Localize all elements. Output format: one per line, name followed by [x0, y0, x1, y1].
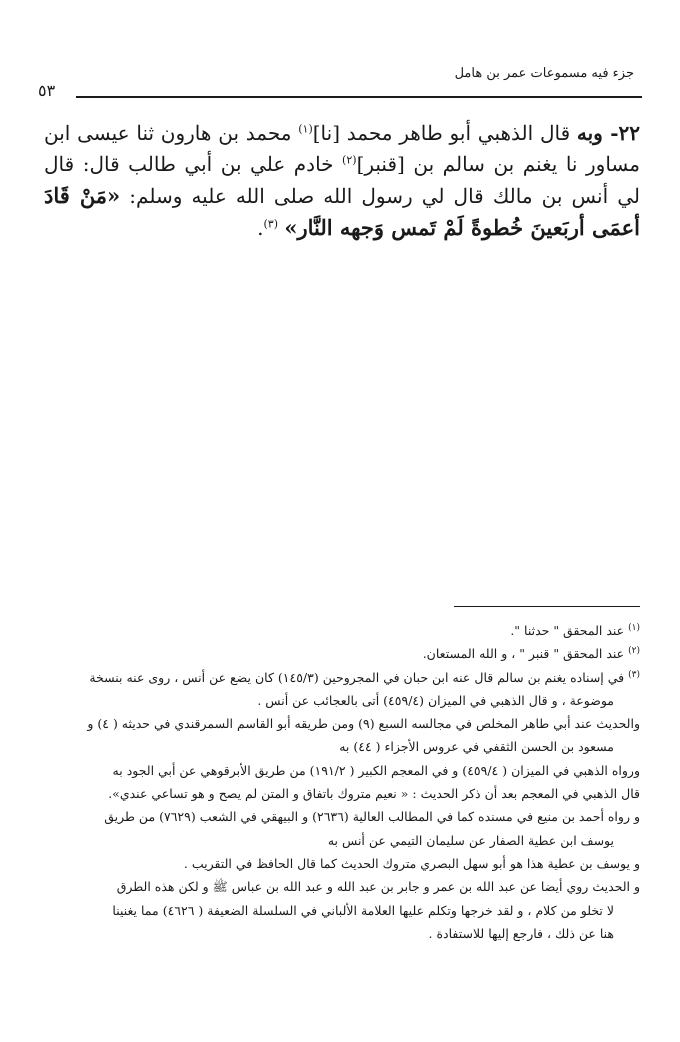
footnote-text: موضوعة ، و قال الذهبي في الميزان (٤٥٩/٤) أتى بالعجائب عن أنس .: [257, 692, 614, 708]
footnote-ref-1[interactable]: (١): [298, 122, 313, 136]
hadith-text-part: خادم علي بن أبي طالب قال: قال لي أنس بن مالك قال لي رسول الله صلى الله عليه وسلم:: [44, 152, 640, 208]
footnote-item: [44, 619, 640, 642]
footnote-ref-2[interactable]: (٢): [342, 153, 357, 167]
footnote-line: [44, 782, 640, 805]
footnote-text: والحديث عند أبي طاهر المخلص في مجالسه السبع (٩) ومن طريقه أبو القاسم السمرقندي في حديثه ( ٤) و: [87, 716, 640, 732]
footnote-mark: (٢): [628, 646, 640, 657]
footnote-line: [44, 852, 640, 875]
footnote-line: [44, 759, 640, 782]
footnote-line: [44, 875, 640, 898]
footnote-item: [44, 666, 640, 689]
hadith-quote: «مَنْ قَادَ أعمَى أربَعينَ خُطوةً لَمْ تَمس وَجهه النَّار»: [44, 183, 640, 240]
footnote-mark: (٣): [628, 669, 640, 680]
hadith-text-part: قال الذهبي أبو طاهر محمد [نا]: [312, 121, 577, 145]
footnote-line: [44, 899, 640, 922]
hadith-end-period: .: [257, 216, 264, 240]
footnote-text: و رواه أحمد بن منيع في مسنده كما في المطالب العالية (٢٦٣٦) و البيهقي في الشعب (٧٦٢٩) من طريق: [104, 809, 640, 825]
footnote-text: يوسف ابن عطية الصفار عن سليمان التيمي عن أنس به: [327, 832, 614, 848]
footnote-text: عند المحقق " حدثنا ".: [510, 623, 629, 638]
footnote-text: في إسناده يغنم بن سالم قال عنه ابن حبان في المجروحين (١٤٥/٣) كان يضع عن أنس ، روى عنه بنسخة: [89, 669, 629, 685]
footnote-text: مسعود بن الحسن الثقفي في عروس الأجزاء ( ٤٤) به: [339, 739, 614, 755]
footnote-line: [44, 689, 640, 712]
footnote-ref-3[interactable]: (٣): [263, 217, 278, 231]
footnote-line: [44, 829, 640, 852]
footnote-line: [44, 922, 640, 945]
footnote-line: [44, 712, 640, 735]
footnote-text: و الحديث روي أيضا عن عبد الله بن عمر و جابر بن عبد الله و عبد الله بن عباس ﷺ و لكن هذه الطرق: [116, 879, 640, 895]
hadith-number: ٢٢- وبه: [576, 121, 640, 145]
running-header-title: جزء فيه مسموعات عمر بن هامل: [454, 66, 634, 81]
footnote-line: [44, 805, 640, 828]
footnote-item: [44, 642, 640, 665]
footnote-divider: [454, 606, 640, 607]
hadith-text-part: محمد بن هارون ثنا عيسى ابن مساور نا يغنم بن سالم بن [قنبر]: [44, 121, 640, 176]
footnote-text: عند المحقق " قنبر " ، و الله المستعان.: [422, 646, 629, 662]
footnote-text: لا تخلو من كلام ، و لقد خرجها وتكلم عليها العلامة الألباني في السلسلة الضعيفة ( ٤٦٢٦) مما يغنينا: [112, 902, 614, 918]
header-divider: [76, 96, 642, 98]
footnote-text: هنا عن ذلك ، فارجع إليها للاستفادة .: [428, 925, 614, 941]
footnote-mark: (١): [628, 622, 640, 633]
footnote-text: ورواه الذهبي في الميزان ( ٤٥٩/٤) و في المعجم الكبير ( ١٩١/٢) من طريق الأبرقوهي عن أبي الجود به: [112, 762, 640, 778]
footnotes-section: [44, 619, 640, 945]
footnote-line: [44, 735, 640, 758]
footnote-text: و يوسف بن عطية هذا هو أبو سهل البصري متروك الحديث كما قال الحافظ في التقريب .: [183, 855, 640, 871]
hadith-paragraph: [44, 118, 640, 244]
footnote-text: قال الذهبي في المعجم بعد أن ذكر الحديث : « نعيم متروك باتفاق و المتن لم يصح و هو تساعي عندي».: [108, 786, 640, 802]
page-number: ٥٣: [38, 81, 56, 100]
